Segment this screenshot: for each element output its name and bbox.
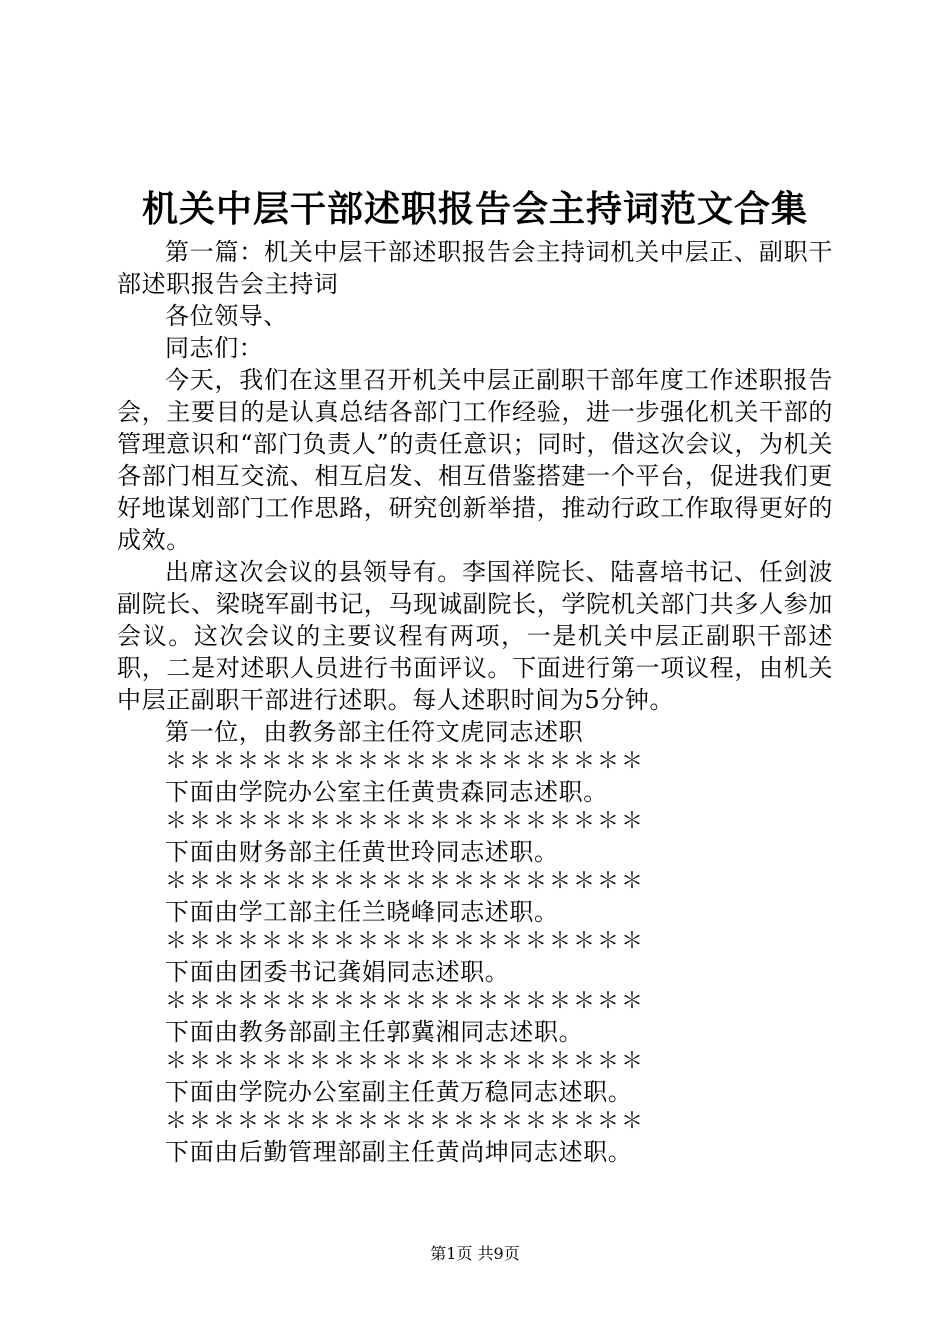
separator-stars: ＊＊＊＊＊＊＊＊＊＊＊＊＊＊＊＊＊＊＊＊ [165, 1109, 646, 1134]
paragraph-intro: 第一篇：机关中层干部述职报告会主持词机关中层正、副职干部述职报告会主持词 [117, 238, 833, 298]
document-body [117, 236, 833, 1168]
speaker-line: 第一位，由教务部主任符文虎同志述职 [165, 718, 584, 746]
speaker-line: 下面由学工部主任兰晓峰同志述职。 [165, 898, 559, 926]
separator-stars: ＊＊＊＊＊＊＊＊＊＊＊＊＊＊＊＊＊＊＊＊ [165, 749, 646, 774]
separator-stars: ＊＊＊＊＊＊＊＊＊＊＊＊＊＊＊＊＊＊＊＊ [165, 869, 646, 894]
separator-stars: ＊＊＊＊＊＊＊＊＊＊＊＊＊＊＊＊＊＊＊＊ [165, 929, 646, 954]
separator-stars: ＊＊＊＊＊＊＊＊＊＊＊＊＊＊＊＊＊＊＊＊ [165, 809, 646, 834]
document-title: 机关中层干部述职报告会主持词范文合集 [141, 188, 808, 230]
speaker-line: 下面由财务部主任黄世玲同志述职。 [165, 838, 559, 866]
speaker-line: 下面由学院办公室副主任黄万稳同志述职。 [165, 1078, 633, 1106]
speaker-line: 下面由团委书记龚娟同志述职。 [165, 958, 510, 986]
speaker-line: 下面由后勤管理部副主任黄尚坤同志述职。 [165, 1138, 633, 1166]
paragraph-attendees: 出席这次会议的县领导有。李国祥院长、陆喜培书记、任剑波副院长、梁晓军副书记，马现诚副院长，学院机关部门共多人参加会议。这次会议的主要议程有两项，一是机关中层正副职干部述职，二是对述职人员进行书面评议。下面进行第一项议程，由机关中层正副职干部进行述职。每人述职时间为5分钟。 [117, 558, 833, 714]
paragraph-greeting-comrades: 同志们： [165, 334, 264, 362]
separator-stars: ＊＊＊＊＊＊＊＊＊＊＊＊＊＊＊＊＊＊＊＊ [165, 989, 646, 1014]
speaker-line: 下面由教务部副主任郭冀湘同志述职。 [165, 1018, 584, 1046]
paragraph-purpose: 今天，我们在这里召开机关中层正副职干部年度工作述职报告会，主要目的是认真总结各部门工作经验，进一步强化机关干部的管理意识和“部门负责人”的责任意识；同时，借这次会议，为机关各部门相互交流、相互启发、相互借鉴搭建一个平台，促进我们更好地谋划部门工作思路，研究创新举措，推动行政工作取得更好的成效。 [117, 366, 833, 554]
page-number-footer: 第1页 共9页 [430, 1244, 520, 1263]
separator-stars: ＊＊＊＊＊＊＊＊＊＊＊＊＊＊＊＊＊＊＊＊ [165, 1049, 646, 1074]
paragraph-greeting-leaders: 各位领导、 [165, 302, 288, 330]
speaker-line: 下面由学院办公室主任黄贵森同志述职。 [165, 778, 608, 806]
